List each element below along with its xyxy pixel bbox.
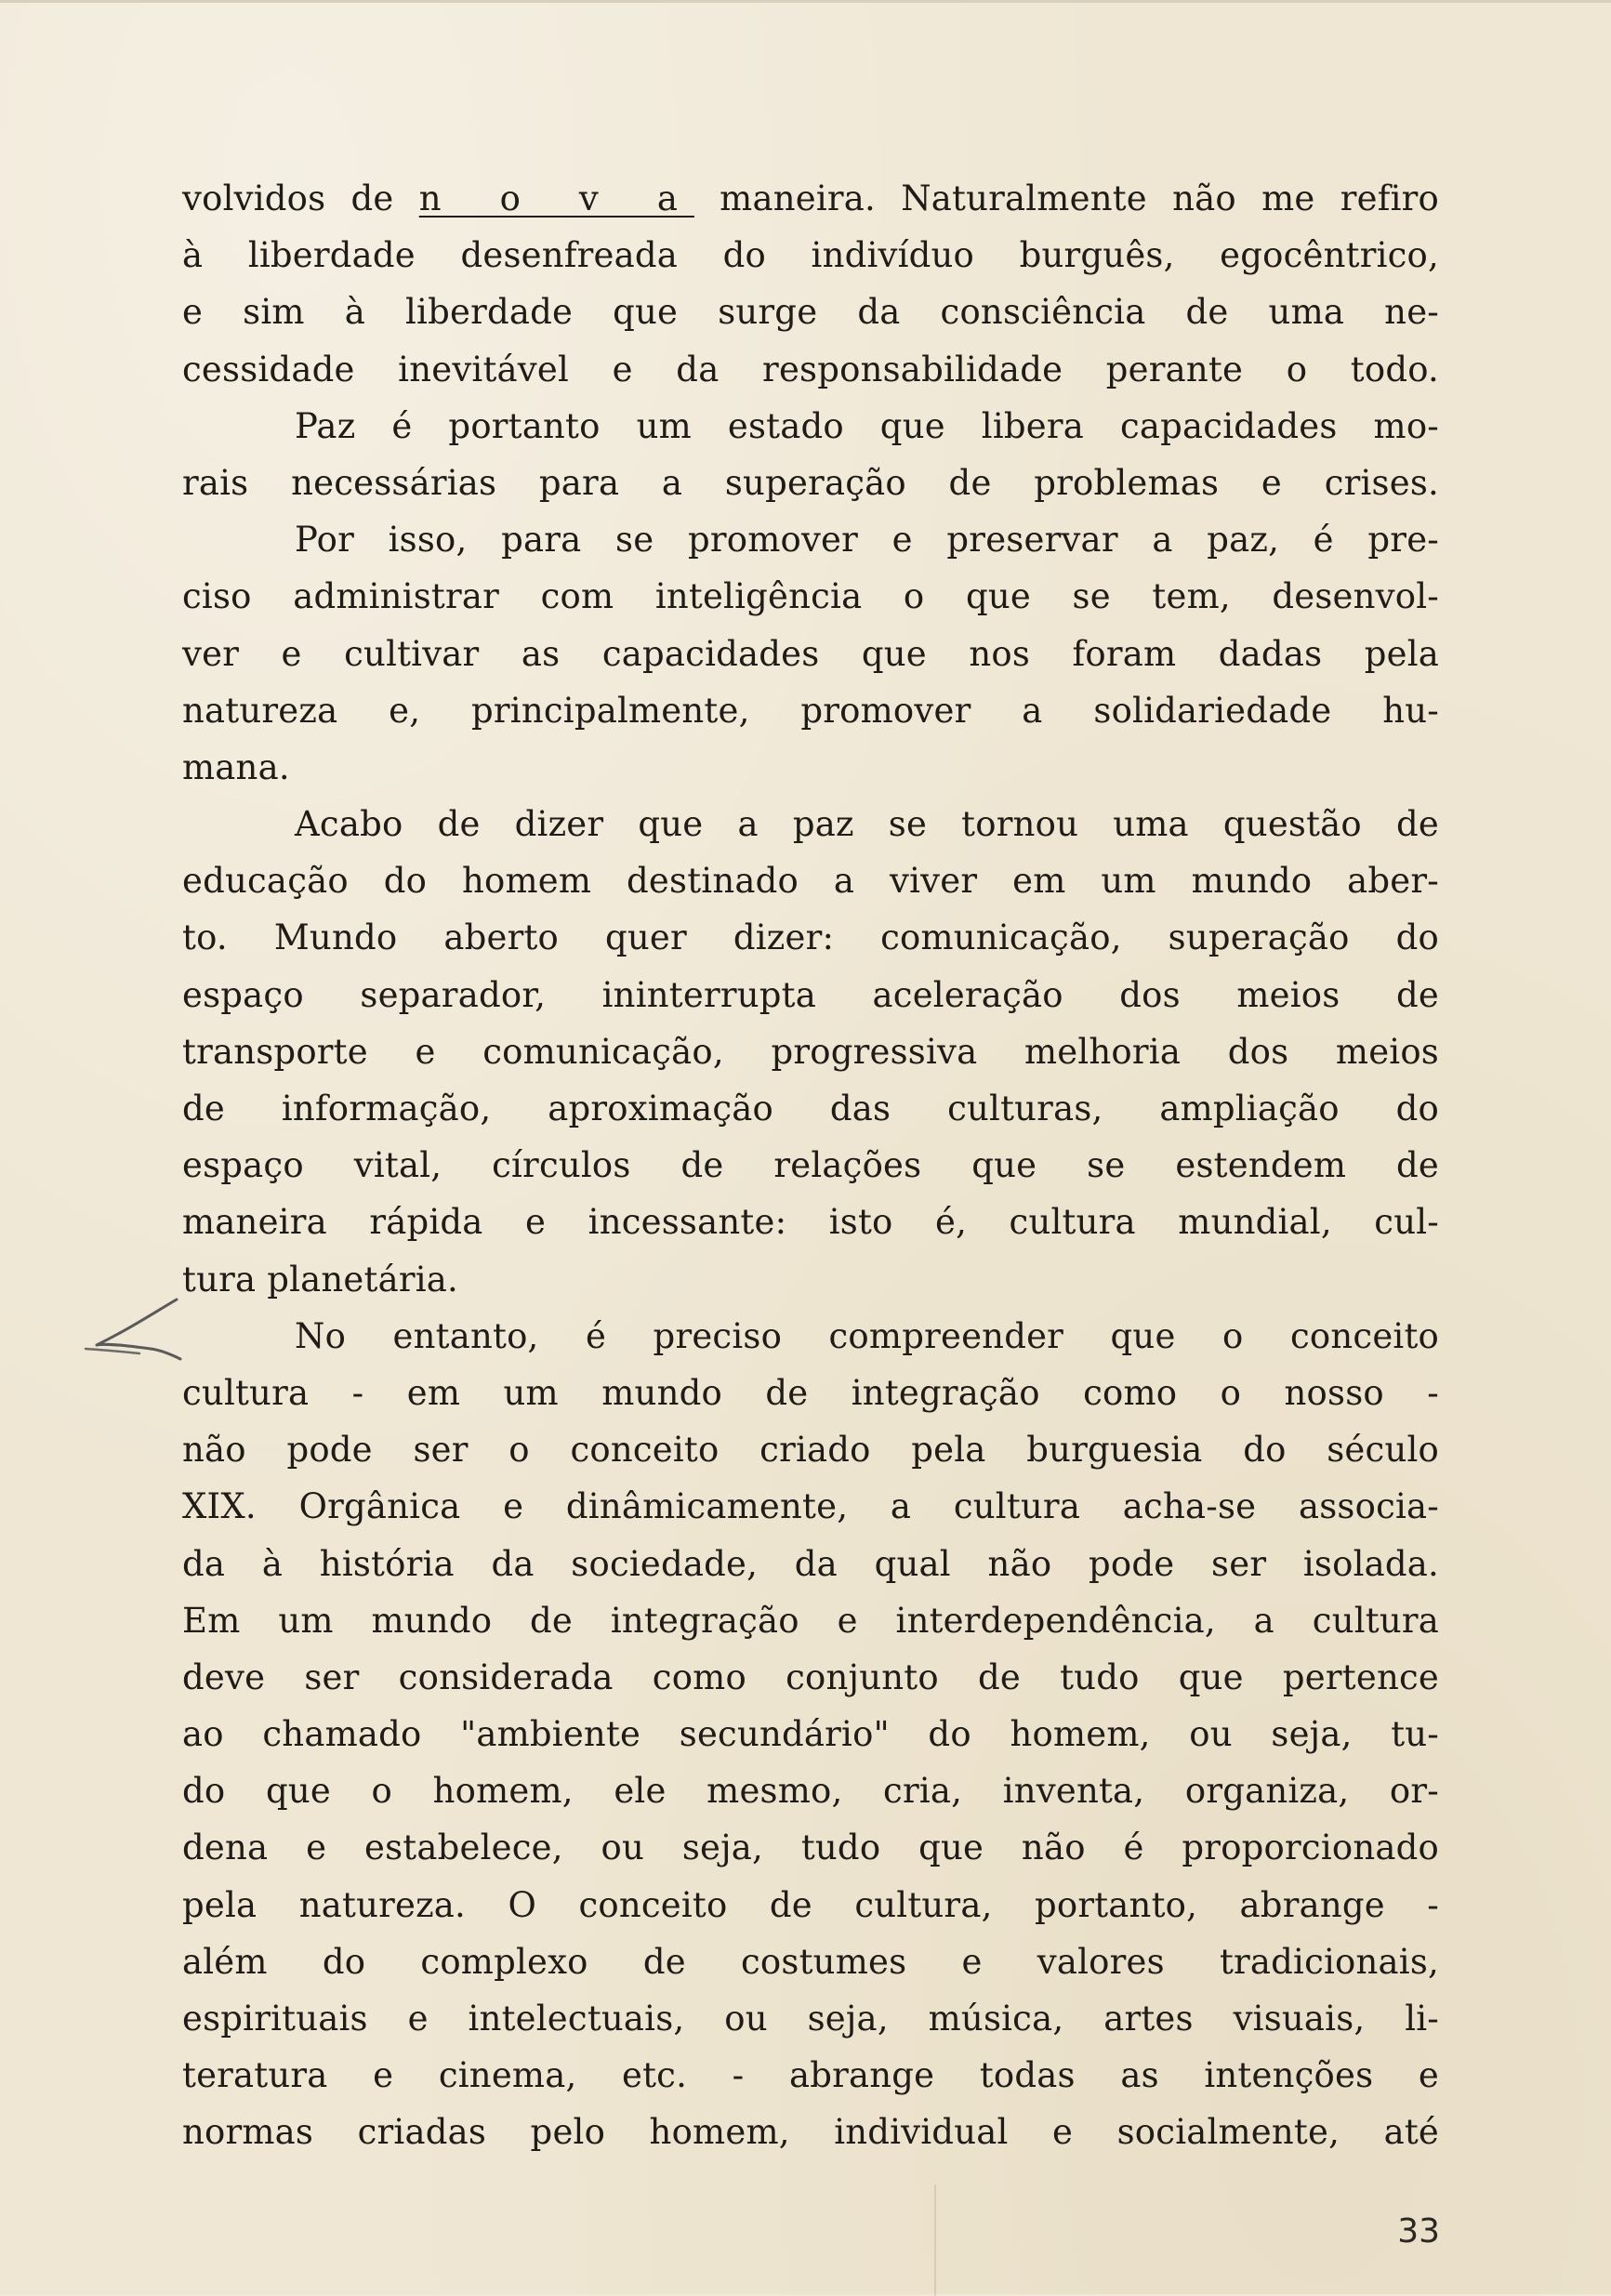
- text-line: e sim à liberdade que surge da consciência de uma ne-: [182, 292, 1439, 333]
- text-line: à liberdade desenfreada do indivíduo burguês, egocêntrico,: [182, 235, 1439, 276]
- page-number: 33: [1397, 2212, 1440, 2250]
- text-line: transporte e comunicação, progressiva melhoria dos meios: [182, 1031, 1439, 1072]
- text-line: natureza e, principalmente, promover a solidariedade hu-: [182, 690, 1439, 731]
- paper-crease: [934, 2184, 936, 2296]
- text-line: de informação, aproximação das culturas, ampliação do: [182, 1089, 1439, 1128]
- text-segment: volvidos de: [182, 178, 419, 218]
- text-line: deve ser considerada como conjunto de tudo que pertence: [182, 1656, 1439, 1697]
- body-text: [182, 170, 1439, 2161]
- page-top-edge: [0, 0, 1611, 3]
- text-line: ao chamado "ambiente secundário" do homem, ou seja, tu-: [182, 1714, 1439, 1755]
- text-line: Em um mundo de integração e interdependência, a cultura: [182, 1600, 1439, 1641]
- text-line: Por isso, para se promover e preservar a paz, é pre-: [295, 520, 1439, 561]
- text-line: Acabo de dizer que a paz se tornou uma questão de: [295, 804, 1439, 845]
- text-line: tura planetária.: [182, 1259, 458, 1300]
- text-line: XIX. Orgânica e dinâmicamente, a cultura acha-se associa-: [182, 1486, 1439, 1527]
- text-line: Paz é portanto um estado que libera capacidades mo-: [295, 405, 1439, 446]
- text-line: da à história da sociedade, da qual não pode ser isolada.: [182, 1543, 1439, 1584]
- margin-annotation-arrow: [65, 1292, 186, 1376]
- text-line: [182, 170, 1439, 227]
- text-line: ver e cultivar as capacidades que nos foram dadas pela: [182, 633, 1439, 674]
- text-line: espaço separador, ininterrupta aceleração dos meios de: [182, 974, 1439, 1015]
- text-segment: maneira. Naturalmente não me refiro: [693, 178, 1439, 218]
- text-line: além do complexo de costumes e valores tradicionais,: [182, 1941, 1439, 1982]
- text-line: espirituais e intelectuais, ou seja, música, artes visuais, li-: [182, 1999, 1439, 2039]
- text-line: maneira rápida e incessante: isto é, cultura mundial, cul-: [182, 1202, 1439, 1243]
- text-line: pela natureza. O conceito de cultura, portanto, abrange -: [182, 1884, 1439, 1925]
- text-line: cultura - em um mundo de integração como o nosso -: [182, 1372, 1439, 1413]
- text-line: rais necessárias para a superação de problemas e crises.: [182, 462, 1439, 503]
- text-line: teratura e cinema, etc. - abrange todas as intenções e: [182, 2055, 1439, 2096]
- text-line: mana.: [182, 746, 290, 787]
- text-line: espaço vital, círculos de relações que se estendem de: [182, 1145, 1439, 1186]
- text-line: to. Mundo aberto quer dizer: comunicação, superação do: [182, 917, 1439, 958]
- text-line: ciso administrar com inteligência o que se tem, desenvol-: [182, 576, 1439, 617]
- text-line: dena e estabelece, ou seja, tudo que não é proporcionado: [182, 1828, 1439, 1868]
- text-line: educação do homem destinado a viver em um mundo aber-: [182, 861, 1439, 902]
- text-line: No entanto, é preciso compreender que o conceito: [295, 1315, 1439, 1356]
- text-line: do que o homem, ele mesmo, cria, inventa, organiza, or-: [182, 1771, 1439, 1812]
- text-line: não pode ser o conceito criado pela burguesia do século: [182, 1430, 1439, 1471]
- text-line: normas criadas pelo homem, individual e socialmente, até: [182, 2112, 1439, 2153]
- underlined-word: n o v a: [418, 178, 694, 218]
- text-line: cessidade inevitável e da responsabilidade perante o todo.: [182, 349, 1439, 389]
